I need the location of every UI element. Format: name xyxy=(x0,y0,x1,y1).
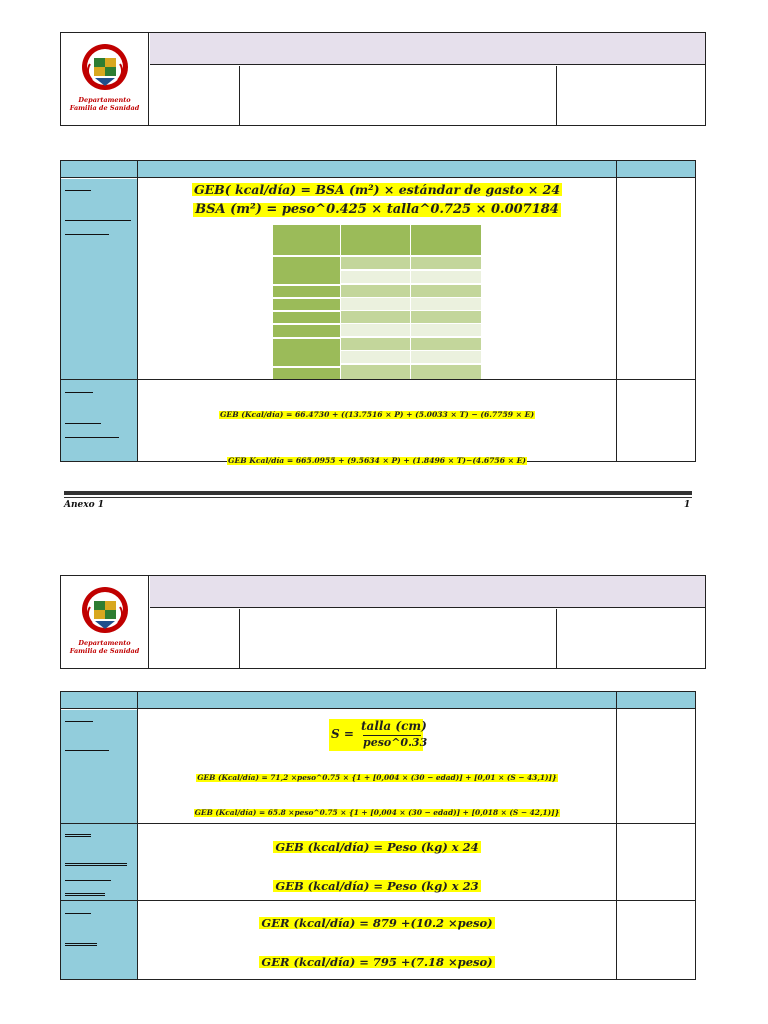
page1-formula-block-top xyxy=(138,179,616,217)
page1-title-bar xyxy=(150,33,705,65)
logo-caption-line2: Familia de Sanidad xyxy=(69,104,140,112)
formula-harris-men: GEB (Kcal/día) = 66.4730 + ((13.7516 × P) + (5.0033 × T) − (6.7759 × E) xyxy=(219,410,535,419)
page2-logo-cell xyxy=(60,575,149,669)
formula-first-2: GEB (Kcal/día) = 65.8 ×peso^0.75 × {1 + [0,004 × (30 − edad)] + [0,018 × (S − 42,1)]} xyxy=(194,808,560,817)
logo-caption-line1: Departamento xyxy=(78,96,131,104)
logo-caption-line2: Familia de Sanidad xyxy=(69,647,140,655)
page1-header-divider-2 xyxy=(616,161,617,178)
formula-first-1: GEB (Kcal/día) = 71,2 ×peso^0.75 × {1 + [0,004 × (30 − edad)] + [0,01 × (S − 43,1)]} xyxy=(197,773,557,782)
footer-rule xyxy=(64,491,692,495)
footer-rule-thin xyxy=(64,497,692,498)
page2-header-divider-1 xyxy=(137,692,138,709)
department-logo-icon xyxy=(80,42,130,92)
page2-title-bar xyxy=(150,576,705,608)
page1-logo-cell xyxy=(60,32,149,126)
formula-weight-23: GEB (kcal/día) = Peso (kg) x 23 xyxy=(275,879,479,893)
side-underline xyxy=(65,893,105,894)
page2-formula-line-2 xyxy=(138,800,616,819)
side-underline xyxy=(65,863,127,864)
side-underline xyxy=(65,834,91,835)
page2-header-cell-b xyxy=(240,609,557,668)
fraction-s xyxy=(329,719,428,751)
side-underline xyxy=(65,190,91,191)
page1-header-cell-a xyxy=(150,66,240,125)
page1-col-divider-2 xyxy=(616,178,617,462)
page1-side-column xyxy=(61,179,137,461)
department-logo-icon xyxy=(80,585,130,635)
side-underline xyxy=(65,392,93,393)
logo-caption-line1: Departamento xyxy=(78,639,131,647)
footer-left: Anexo 1 xyxy=(64,500,105,510)
fraction-lhs: S = xyxy=(331,727,354,741)
formula-bsa: BSA (m²) = peso^0.425 × talla^0.725 × 0.007184 xyxy=(195,202,559,217)
fraction-denominator: peso^0.33 xyxy=(363,736,428,749)
page1-formula-line-1 xyxy=(138,402,616,421)
side-underline xyxy=(65,437,119,438)
page1-row-divider xyxy=(61,379,695,380)
side-underline xyxy=(65,423,101,424)
page1-formula-line-2 xyxy=(138,448,616,467)
formula-ger-women: GER (kcal/día) = 795 +(7.18 ×peso) xyxy=(261,955,493,969)
page2-formula-line-4 xyxy=(138,875,616,894)
side-underline xyxy=(65,913,91,914)
footer-page-number: 1 xyxy=(684,500,691,510)
side-underline xyxy=(65,836,91,837)
formula-geb-bsa: GEB( kcal/día) = BSA (m²) × estándar de gasto × 24 xyxy=(193,182,561,197)
page2-formula-line-1 xyxy=(138,765,616,784)
side-underline xyxy=(65,721,93,722)
page2-table-header xyxy=(61,692,695,709)
page1-header-cell-b xyxy=(240,66,557,125)
formula-weight-24: GEB (kcal/día) = Peso (kg) x 24 xyxy=(275,840,479,854)
page2-formula-line-3 xyxy=(138,836,616,855)
fraction-numerator: talla (cm) xyxy=(361,719,427,733)
page2-formula-line-5 xyxy=(138,912,616,931)
green-table xyxy=(273,225,481,379)
page2-header-cell-a xyxy=(150,609,240,668)
side-underline xyxy=(65,895,105,896)
side-underline xyxy=(65,943,97,944)
formula-ger-men: GER (kcal/día) = 879 +(10.2 ×peso) xyxy=(261,916,493,930)
logo-caption xyxy=(60,639,149,655)
side-underline xyxy=(65,220,131,221)
page2-formula-line-6 xyxy=(138,951,616,970)
logo-caption xyxy=(60,96,149,112)
formula-harris-women: GEB Kcal/día = 665.0955 + (9.5634 × P) + (1.8496 × T)−(4.6756 × E) xyxy=(227,456,527,465)
page2-col-divider-2 xyxy=(616,709,617,980)
side-underline xyxy=(65,750,109,751)
side-underline xyxy=(65,880,111,881)
page1-header-divider-1 xyxy=(137,161,138,178)
side-underline xyxy=(65,234,109,235)
page2-row-divider-1 xyxy=(61,823,695,824)
page2-row-divider-2 xyxy=(61,900,695,901)
page1-table-header xyxy=(61,161,695,178)
side-underline xyxy=(65,945,97,946)
side-underline xyxy=(65,865,127,866)
page2-header-divider-2 xyxy=(616,692,617,709)
